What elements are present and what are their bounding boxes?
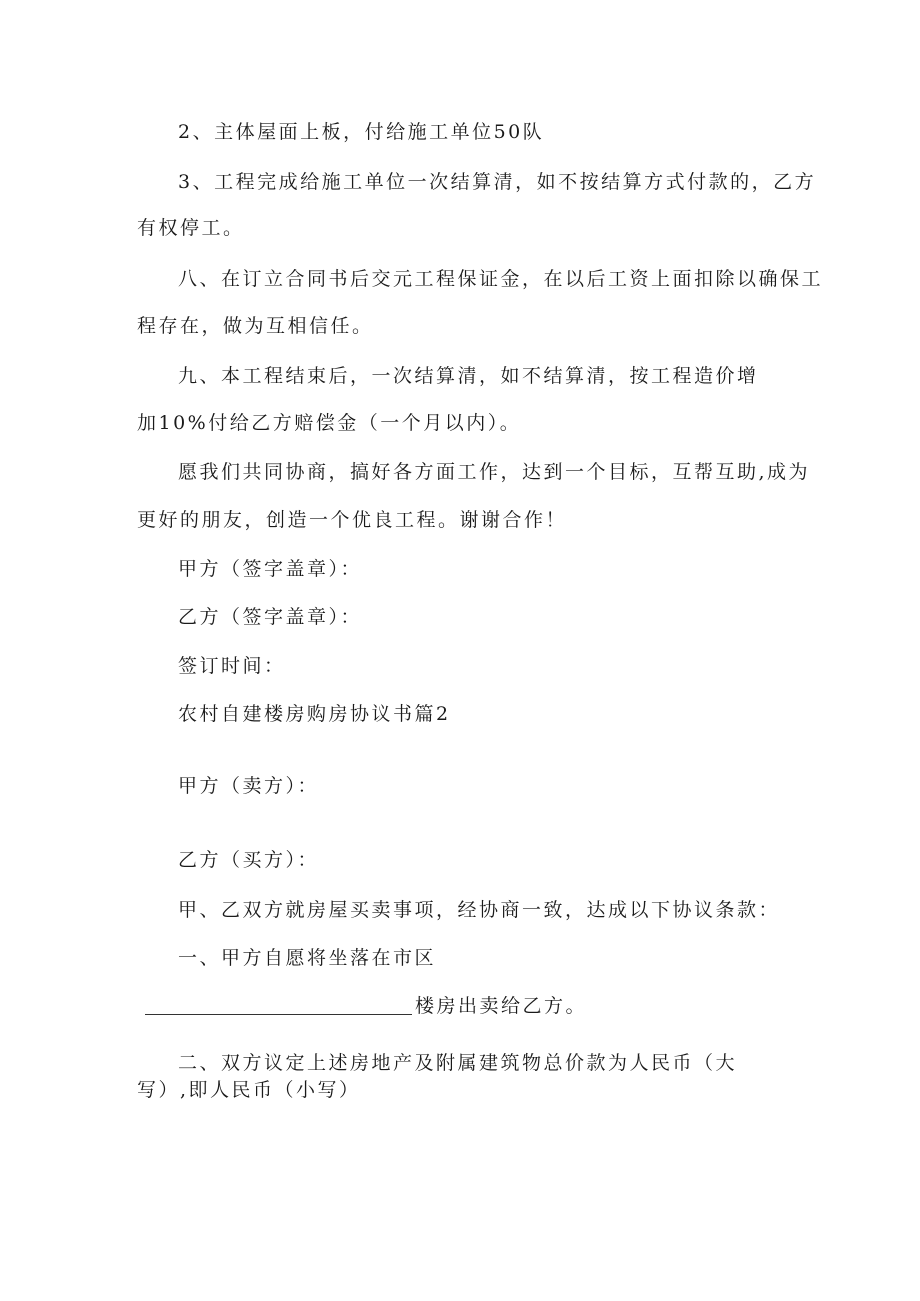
clause-one-cont: 楼房出卖给乙方。 — [415, 995, 588, 1017]
agreement-intro: 甲、乙双方就房屋买卖事项，经协商一致，达成以下协议条款： — [178, 899, 781, 921]
clause-payment-roof: 2、主体屋面上板，付给施工单位50队 — [178, 121, 545, 143]
closing-paragraph-cont: 更好的朋友，创造一个优良工程。谢谢合作！ — [137, 509, 568, 531]
clause-final-settlement-cont: 有权停工。 — [137, 217, 245, 239]
clause-final-settlement: 3、工程完成给施工单位一次结算清，如不按结算方式付款的，乙方 — [178, 171, 817, 193]
clause-eight-cont: 程存在，做为互相信任。 — [137, 315, 374, 337]
clause-eight: 八、在订立合同书后交元工程保证金，在以后工资上面扣除以确保工 — [178, 268, 824, 290]
clause-nine: 九、本工程结束后，一次结算清，如不结算清，按工程造价增 — [178, 365, 759, 387]
address-blank-line — [145, 1014, 412, 1015]
party-a-signature-label: 甲方（签字盖章）： — [178, 558, 363, 580]
clause-one: 一、甲方自愿将坐落在市区 — [178, 947, 437, 969]
clause-two: 二、双方议定上述房地产及附属建筑物总价款为人民币（大 — [178, 1052, 738, 1074]
party-a-seller-label: 甲方（卖方）： — [178, 775, 320, 797]
party-b-signature-label: 乙方（签字盖章）： — [178, 606, 363, 628]
clause-nine-cont: 加10%付给乙方赔偿金（一个月以内）。 — [137, 412, 522, 434]
section-title: 农村自建楼房购房协议书篇2 — [178, 703, 451, 725]
party-b-buyer-label: 乙方（买方）： — [178, 849, 320, 871]
closing-paragraph: 愿我们共同协商，搞好各方面工作，达到一个目标，互帮互助,成为 — [178, 461, 811, 483]
signing-date-label: 签订时间： — [178, 655, 286, 677]
clause-two-cont: 写）,即人民币（小写） — [137, 1079, 361, 1101]
